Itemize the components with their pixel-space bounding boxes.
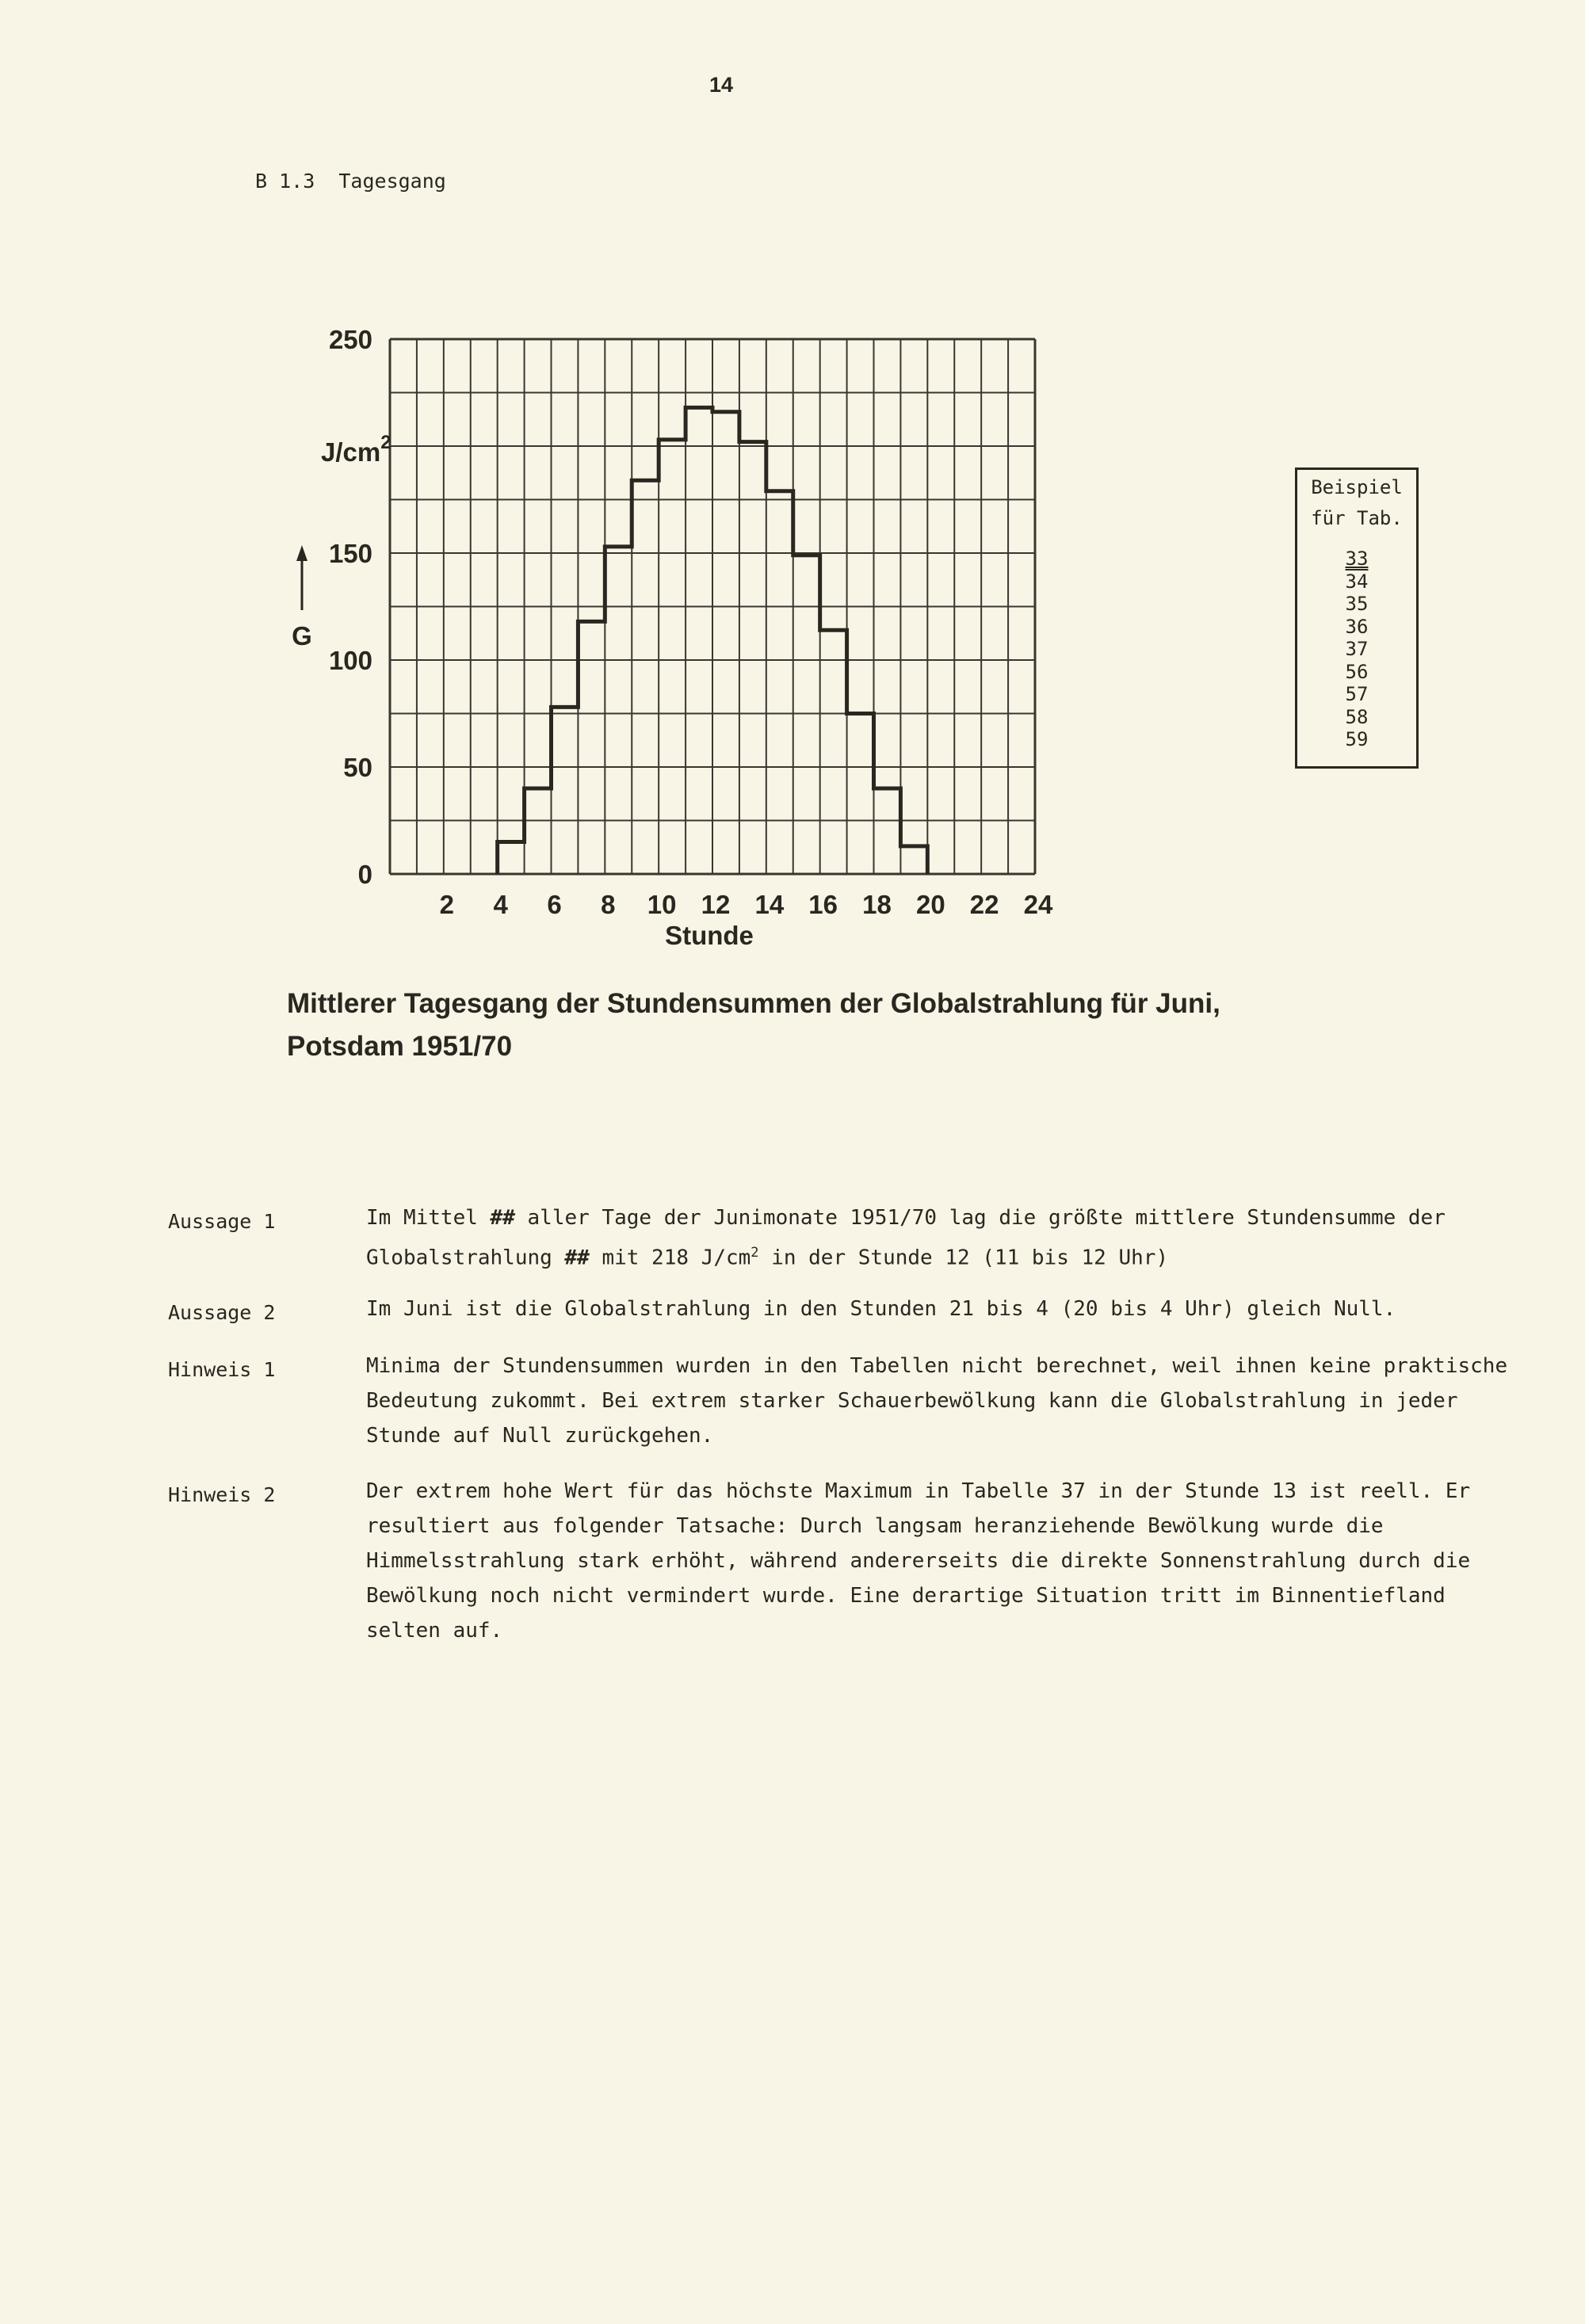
example-table-number: 33 <box>1345 548 1369 570</box>
footnote-mark: ## <box>490 1206 515 1230</box>
example-table-number: 37 <box>1345 638 1369 660</box>
x-tick-label: 22 <box>969 890 999 919</box>
x-tick-label: 4 <box>493 890 508 919</box>
statement-text <box>366 1200 1531 1276</box>
bar-hour-5 <box>498 842 525 875</box>
x-tick-label: 18 <box>862 890 892 919</box>
section-heading: B 1.3 Tagesgang <box>255 170 446 193</box>
y-unit-label <box>321 432 391 467</box>
x-tick-label: 8 <box>601 890 616 919</box>
y-tick-label: 250 <box>328 325 372 354</box>
example-box-title-1: Beispiel <box>1311 476 1403 498</box>
bar-hour-18 <box>847 714 874 875</box>
y-unit-text: J/cm <box>321 437 381 467</box>
x-tick-label: 12 <box>701 890 731 919</box>
y-tick-label: 100 <box>328 646 372 675</box>
y-unit-exponent: 2 <box>380 432 391 453</box>
bar-hour-7 <box>552 707 579 874</box>
bar-hour-19 <box>874 788 901 874</box>
example-table-number: 57 <box>1345 683 1369 705</box>
x-tick-label: 2 <box>439 890 455 919</box>
page-number: 14 <box>709 73 734 97</box>
x-tick-label: 10 <box>647 890 677 919</box>
example-table-number: 59 <box>1345 728 1369 750</box>
example-box-title-2: für Tab. <box>1311 507 1403 529</box>
bar-hour-13 <box>712 412 739 874</box>
x-tick-label: 16 <box>808 890 838 919</box>
note-text: Der extrem hohe Wert für das höchste Maximum in Tabelle 37 in der Stunde 13 ist reell. Er resultiert aus folgender Tatsache: Durch langsam heranziehende Bewölkung wurde die Himmelsstrahlung stark erhöht, während andererseits die direkte Sonnenstrahlung durch die Bewölkung noch nicht vermindert wurde. Eine derartige Situation tritt im Binnentiefland selten auf. <box>366 1479 1471 1643</box>
example-table-number: 34 <box>1345 570 1369 593</box>
bar-hour-15 <box>766 491 793 874</box>
example-table-number: 35 <box>1345 593 1369 615</box>
statement-label: Aussage 2 <box>168 1301 276 1324</box>
example-table-box <box>1295 467 1419 769</box>
x-tick-label: 6 <box>547 890 562 919</box>
bar-hour-20 <box>900 846 927 874</box>
note-label: Hinweis 1 <box>168 1358 276 1381</box>
y-tick-label: 50 <box>343 753 372 782</box>
y-tick-label: 0 <box>357 860 372 889</box>
bar-hour-17 <box>820 630 847 874</box>
example-table-number: 56 <box>1345 660 1369 683</box>
unit-exponent: 2 <box>750 1245 759 1261</box>
statement-1-part1: Im Mittel <box>366 1206 478 1230</box>
x-axis-label: Stunde <box>665 921 754 950</box>
example-table-list <box>1297 548 1416 751</box>
x-tick-label: 20 <box>915 890 945 919</box>
bar-hour-11 <box>659 440 686 874</box>
figure-caption: Mittlerer Tagesgang der Stundensummen der Globalstrahlung für Juni, Potsdam 1951/70 <box>287 988 1220 1062</box>
bar-hour-9 <box>605 547 632 874</box>
x-tick-label: 24 <box>1023 890 1053 919</box>
statement-1-part3: mit 218 J/cm <box>602 1246 751 1270</box>
y-axis-symbol: G <box>292 621 312 651</box>
example-table-number: 58 <box>1345 705 1369 728</box>
bar-hour-14 <box>739 442 766 874</box>
statement-1-part2: aller Tage der Junimonate 1951/70 lag die größte mittlere Stundensumme der Globalstrahlung <box>366 1206 1446 1270</box>
y-tick-label: 150 <box>328 539 372 568</box>
example-table-number: 36 <box>1345 615 1369 638</box>
footnote-mark: ## <box>564 1246 590 1270</box>
note-label: Hinweis 2 <box>168 1483 276 1506</box>
bar-hour-16 <box>793 555 820 874</box>
hourly-radiation-bars <box>498 407 928 874</box>
bar-hour-10 <box>632 480 659 874</box>
statement-text: Im Juni ist die Globalstrahlung in den Stunden 21 bis 4 (20 bis 4 Uhr) gleich Null. <box>366 1297 1396 1321</box>
statement-1-part4: in der Stunde 12 (11 bis 12 Uhr) <box>771 1246 1169 1270</box>
x-tick-label: 14 <box>754 890 785 919</box>
y-axis-arrow <box>296 545 307 610</box>
note-text: Minima der Stundensummen wurden in den Tabellen nicht berechnet, weil ihnen keine praktische Bedeutung zukommt. Bei extrem starker Schauerbewölkung kann die Globalstrahlung in jeder Stunde auf Null zurückgehen. <box>366 1354 1508 1448</box>
bar-hour-8 <box>578 621 605 874</box>
statement-label: Aussage 1 <box>168 1210 276 1233</box>
bar-hour-12 <box>686 407 712 874</box>
bar-hour-6 <box>525 788 552 874</box>
